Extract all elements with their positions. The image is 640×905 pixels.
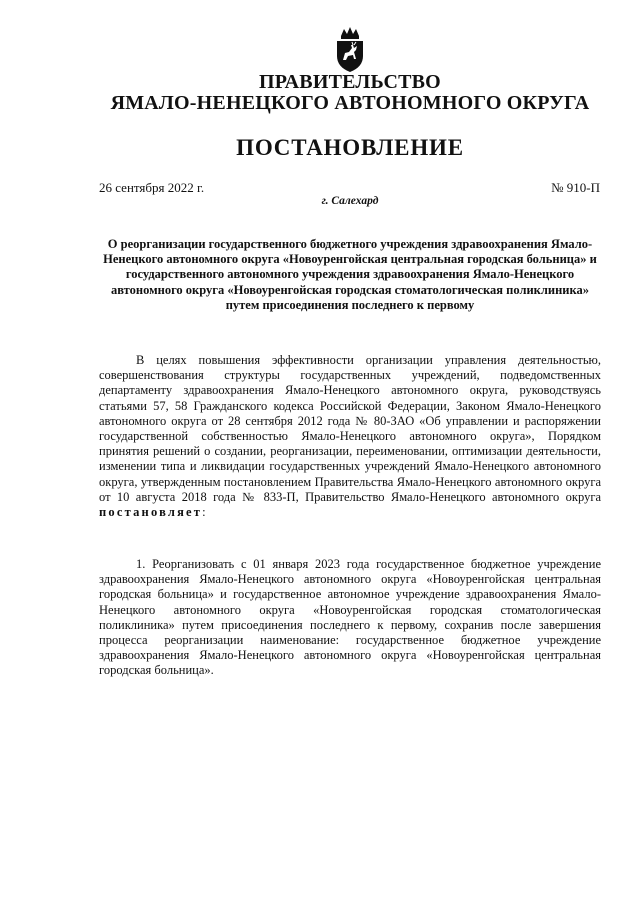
document-type-title: ПОСТАНОВЛЕНИЕ — [236, 135, 464, 160]
item-1-paragraph: 1. Реорганизовать с 01 января 2023 года государственное бюджетное учреждение здравоохранения Ямало-Ненецкого автономного округа «Новоуренгойская центральная городская больница» и государственное автономное учреждение здравоохранения Ямало-Ненецкого автономного округа «Новоуренгойская городская стоматологическая поликлиника» путем присоединения последнего к первому, сохранив после завершения процесса реорганизации наименование: государственное бюджетное учреждение здравоохранения Ямало-Ненецкого автономного округа «Новоуренгойская центральная городская больница». — [99, 557, 601, 678]
resolves-word: постановляет — [99, 505, 203, 520]
document-subject: О реорганизации государственного бюджетного учреждения здравоохранения Ямало-Ненецкого автономного округа «Новоуренгойская центральная городская больница» и государственного автономного учреждения здравоохранения Ямало-Ненецкого автономного округа «Новоуренгойская городская стоматологическая поликлиника» путем присоединения последнего к первому — [103, 237, 597, 312]
resolves-colon: : — [202, 505, 206, 520]
government-title: ПРАВИТЕЛЬСТВО — [259, 71, 441, 93]
document-date: 26 сентября 2022 г. — [99, 180, 205, 195]
preamble-paragraph — [99, 353, 601, 520]
coat-of-arms-icon — [332, 26, 368, 74]
government-region-title: ЯМАЛО-НЕНЕЦКОГО АВТОНОМНОГО ОКРУГА — [110, 92, 590, 114]
document-number: № 910-П — [551, 180, 600, 195]
preamble-text: В целях повышения эффективности организации управления деятельностью, совершенствования структуры государственных учреждений, подведомственных департаменту здравоохранения Ямало-Ненецкого автономного округа, руководствуясь статьями 57, 58 Гражданского кодекса Российской Федерации, Законом Ямало-Ненецкого автономного округа от 28 сентября 2012 года № 80-ЗАО «Об управлении и распоряжении государственной собственностью Ямало-Ненецкого автономного округа», Порядком принятия решений о создании, реорганизации, переименовании, оптимизации деятельности, изменении типа и ликвидации государственных учреждений Ямало-Ненецкого автономного округа, утвержденным постановлением Правительства Ямало-Ненецкого автономного округа от 10 августа 2018 года № 833-П, Правительство Ямало-Ненецкого автономного округа — [99, 353, 601, 504]
document-city: г. Салехард — [321, 195, 379, 207]
